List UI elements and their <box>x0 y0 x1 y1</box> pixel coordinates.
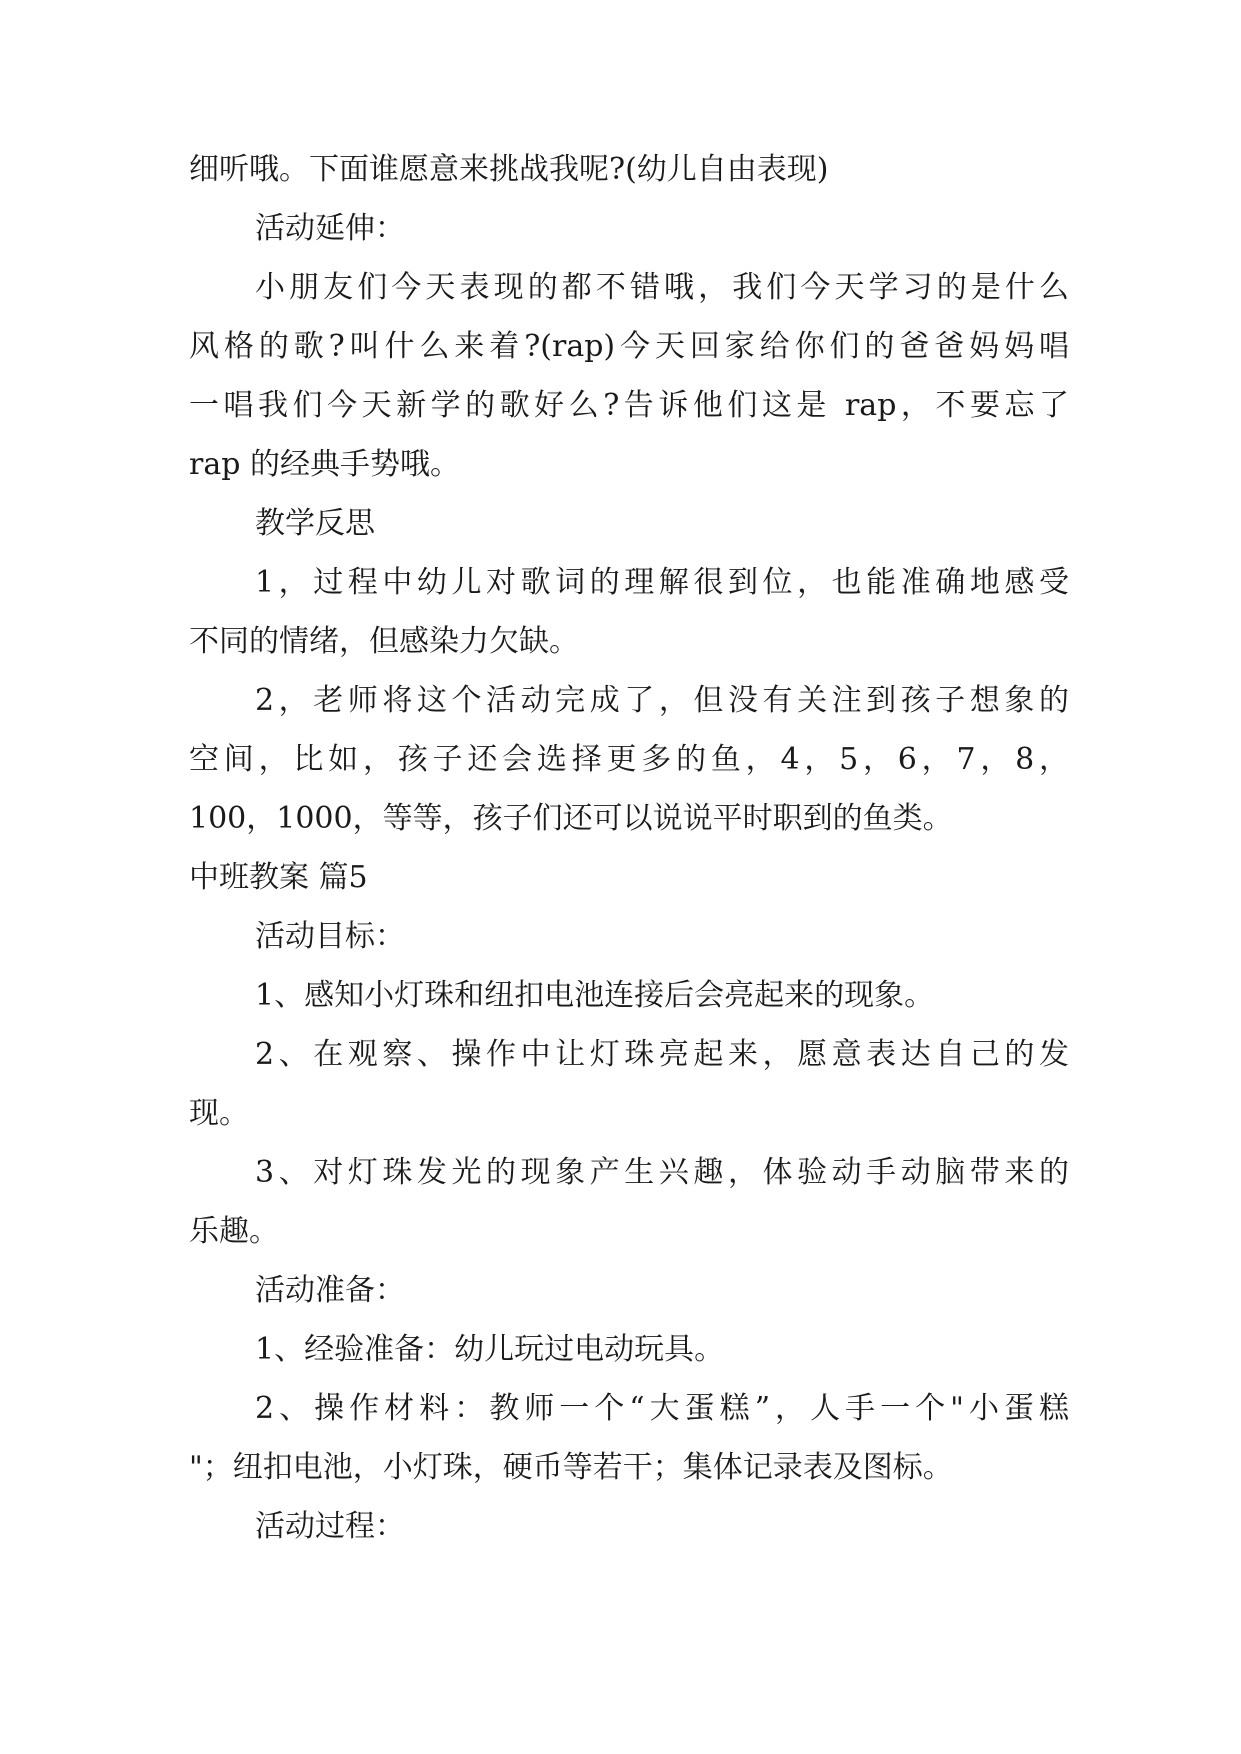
text-line: "；纽扣电池，小灯珠，硬币等若干；集体记录表及图标。 <box>189 1450 953 1485</box>
text-line: 小朋友们今天表现的都不错哦，我们今天学习的是什么 <box>255 270 1069 305</box>
text-line: 一唱我们今天新学的歌好么?告诉他们这是 rap，不要忘了 <box>189 388 1069 423</box>
section-heading: 活动准备： <box>255 1273 405 1308</box>
list-item: 3、对灯珠发光的现象产生兴趣，体验动手动脑带来的 <box>255 1155 1069 1190</box>
chapter-title: 中班教案 篇5 <box>189 860 368 895</box>
list-item: 1、经验准备：幼儿玩过电动玩具。 <box>255 1332 725 1367</box>
text-line: 2，老师将这个活动完成了，但没有关注到孩子想象的 <box>255 683 1069 718</box>
list-item: 2、操作材料：教师一个“大蛋糕”，人手一个"小蛋糕 <box>255 1391 1069 1426</box>
section-heading: 活动目标： <box>255 919 405 954</box>
section-heading: 教学反思 <box>255 506 375 541</box>
text-line: 1，过程中幼儿对歌词的理解很到位，也能准确地感受 <box>255 565 1069 600</box>
text-line: 100，1000，等等，孩子们还可以说说平时职到的鱼类。 <box>189 801 953 836</box>
text-line: 不同的情绪，但感染力欠缺。 <box>189 624 579 659</box>
text-line: 细听哦。下面谁愿意来挑战我呢?(幼儿自由表现) <box>189 152 829 187</box>
text-line: 现。 <box>189 1096 249 1131</box>
text-line: 风格的歌?叫什么来着?(rap)今天回家给你们的爸爸妈妈唱 <box>189 329 1069 364</box>
section-heading: 活动过程： <box>255 1509 405 1544</box>
list-item: 1、感知小灯珠和纽扣电池连接后会亮起来的现象。 <box>255 978 935 1013</box>
text-line: rap 的经典手势哦。 <box>189 447 460 482</box>
text-line: 乐趣。 <box>189 1214 279 1249</box>
text-line: 空间，比如，孩子还会选择更多的鱼，4，5，6，7，8， <box>189 742 1069 777</box>
list-item: 2、在观察、操作中让灯珠亮起来，愿意表达自己的发 <box>255 1037 1069 1072</box>
section-heading: 活动延伸： <box>255 211 405 246</box>
